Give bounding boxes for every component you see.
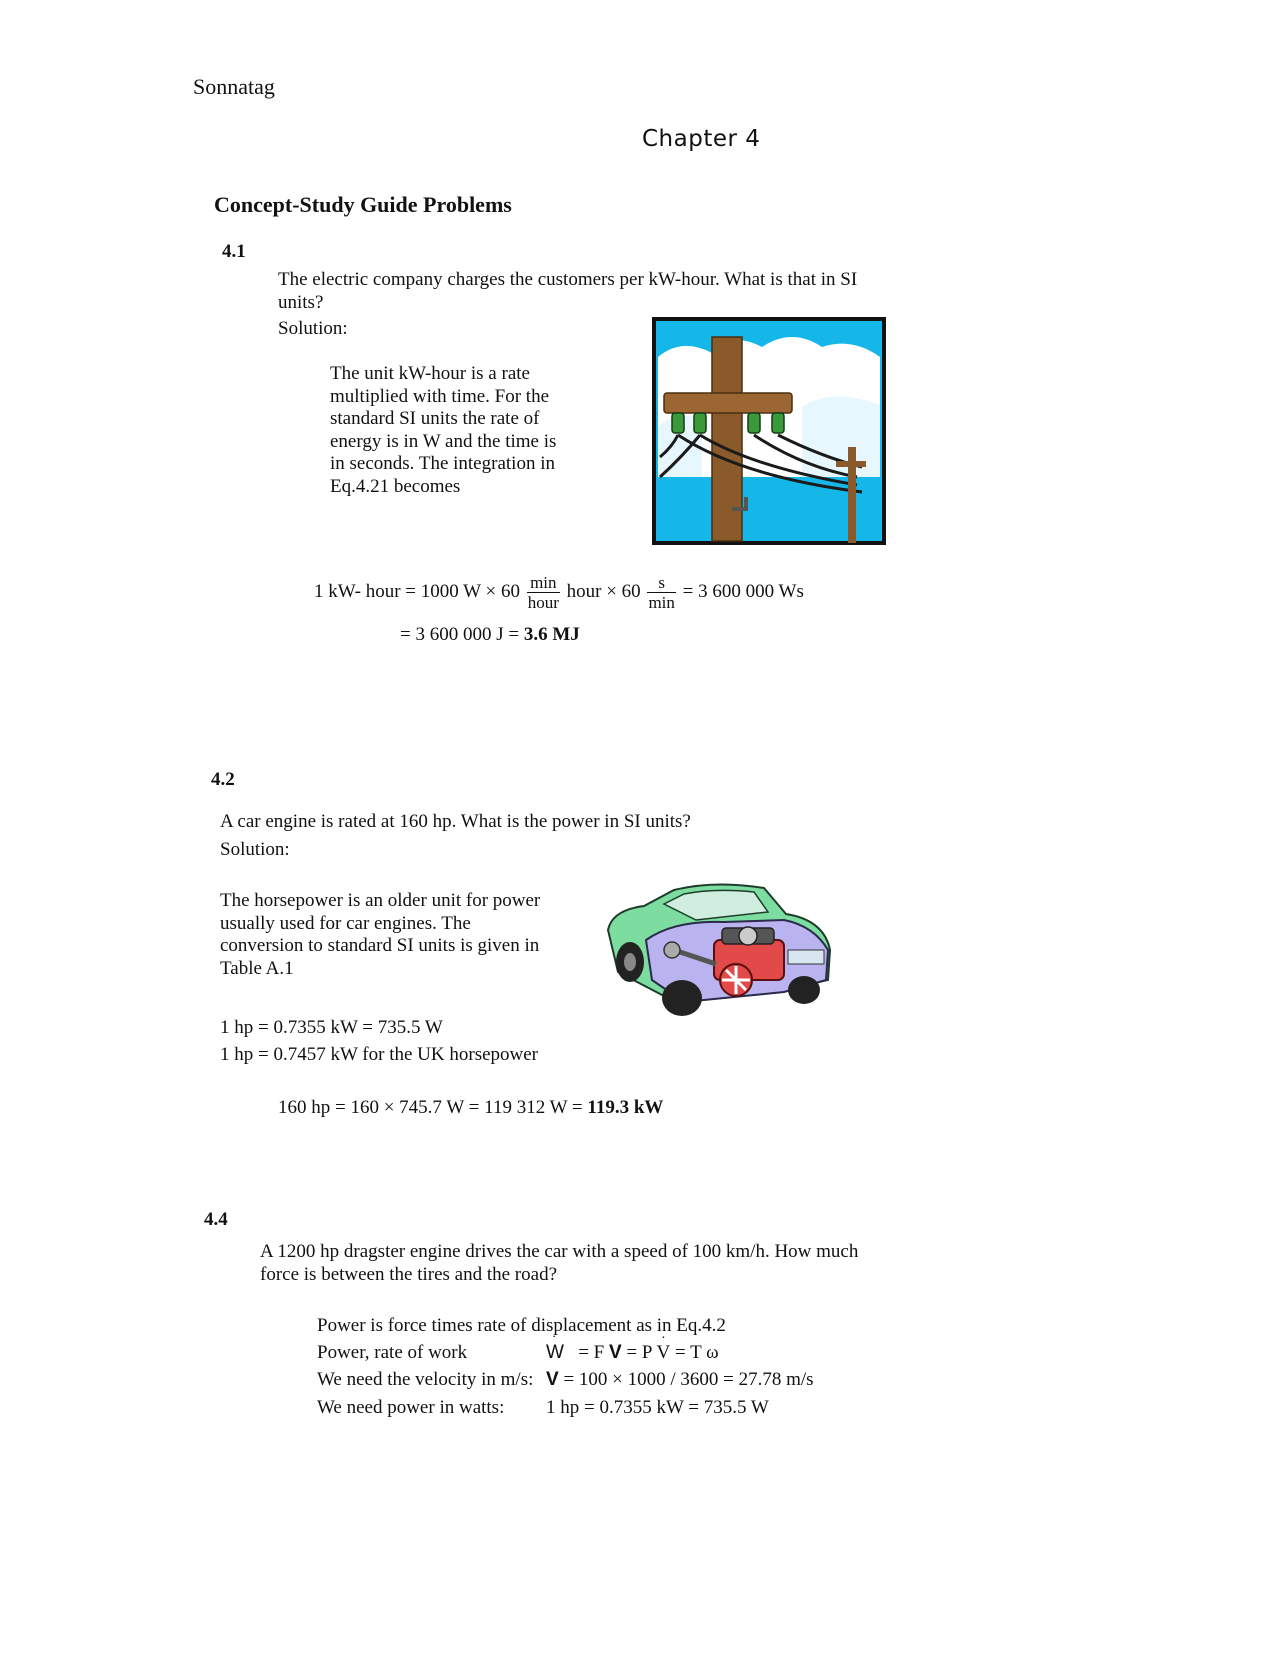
- problem-4-1-result: [400, 623, 580, 646]
- result-prefix: = 3 600 000 J =: [400, 624, 524, 645]
- v-dot-symbol: ˙ V: [657, 1341, 671, 1364]
- explanation-line: standard SI units the rate of: [330, 408, 540, 429]
- explanation-line: in seconds. The integration in: [330, 453, 555, 474]
- author-name: Sonnatag: [193, 74, 275, 99]
- conversion-line-1: 1 hp = 0.7355 kW = 735.5 W: [220, 1017, 443, 1038]
- result-value: 3.6 MJ: [523, 624, 580, 645]
- problem-4-1-question-line-1: The electric company charges the customers per kW-hour. What is that in SI: [278, 269, 858, 290]
- fraction-s-per-min: [647, 573, 675, 612]
- problem-4-1-question-line-2: units?: [278, 292, 324, 313]
- problem-4-4-question-line-2: force is between the tires and the road?: [260, 1264, 558, 1285]
- problem-number-4-1: 4.1: [222, 241, 246, 262]
- problem-4-4-line-2-equation: [546, 1341, 719, 1364]
- problem-4-4-line-3-label: We need the velocity in m/s:: [317, 1369, 534, 1390]
- problem-4-1-solution-label: Solution:: [278, 318, 348, 339]
- problem-4-4-line-3-value: [546, 1368, 814, 1391]
- velocity-value: = 100 × 1000 / 3600 = 27.78 m/s: [563, 1369, 814, 1390]
- fraction-min-per-hour: [527, 573, 560, 612]
- fraction-denominator: hour: [527, 593, 559, 612]
- problem-4-4-line-2-label: Power, rate of work: [317, 1342, 468, 1363]
- problem-number-4-2: 4.2: [211, 769, 235, 790]
- problem-4-2-result: [278, 1096, 663, 1119]
- result-prefix: 160 hp = 160 × 745.7 W = 119 312 W =: [278, 1097, 588, 1118]
- equation-mid: hour × 60: [566, 580, 641, 602]
- problem-4-1-explanation: [330, 363, 556, 498]
- explanation-line: usually used for car engines. The: [220, 912, 471, 934]
- equation-lhs: 1 kW- hour = 1000 W × 60: [314, 580, 520, 602]
- explanation-line: multiplied with time. For the: [330, 385, 550, 407]
- conversion-line-2: 1 hp = 0.7457 kW for the UK horsepower: [220, 1044, 538, 1065]
- fraction-numerator: min: [527, 573, 560, 593]
- problem-4-4-line-4-label: We need power in watts:: [317, 1397, 505, 1418]
- problem-4-4-line-4-value: 1 hp = 0.7355 kW = 735.5 W: [546, 1397, 769, 1418]
- fraction-denominator: min: [648, 593, 675, 612]
- problem-4-4-question-line-1: A 1200 hp dragster engine drives the car with a speed of 100 km/h. How much: [260, 1241, 859, 1262]
- equation-part: = T ω: [674, 1342, 719, 1363]
- result-value: 119.3 kW: [587, 1097, 664, 1118]
- problem-4-2-solution-label: Solution:: [220, 839, 290, 860]
- problem-4-2-explanation: [220, 890, 540, 980]
- explanation-line: conversion to standard SI units is given in: [220, 935, 540, 956]
- problem-number-4-4: 4.4: [204, 1209, 228, 1230]
- explanation-line: The horsepower is an older unit for power: [220, 890, 541, 911]
- equation-part: = P: [626, 1342, 652, 1363]
- car-engine-image: [604, 880, 836, 1020]
- equation-part: = F: [578, 1342, 605, 1363]
- section-title: Concept-Study Guide Problems: [214, 192, 512, 217]
- problem-4-2-question: A car engine is rated at 160 hp. What is the power in SI units?: [220, 811, 691, 832]
- problem-4-1-equation: [314, 573, 804, 612]
- explanation-line: Eq.4.21 becomes: [330, 475, 461, 497]
- chapter-title: Chapter 4: [642, 126, 761, 152]
- problem-4-4-line-1: Power is force times rate of displacement as in Eq.4.2: [317, 1315, 726, 1336]
- explanation-line: energy is in W and the time is: [330, 430, 557, 452]
- velocity-symbol: V: [608, 1342, 622, 1363]
- explanation-line: Table A.1: [220, 957, 294, 979]
- fraction-numerator: s: [647, 573, 675, 593]
- power-pole-image: [652, 317, 886, 545]
- velocity-symbol: V: [546, 1369, 559, 1390]
- w-dot-symbol: ˙ W: [546, 1341, 564, 1364]
- explanation-line: The unit kW-hour is a rate: [330, 363, 530, 384]
- equation-rhs: = 3 600 000 Ws: [682, 580, 804, 602]
